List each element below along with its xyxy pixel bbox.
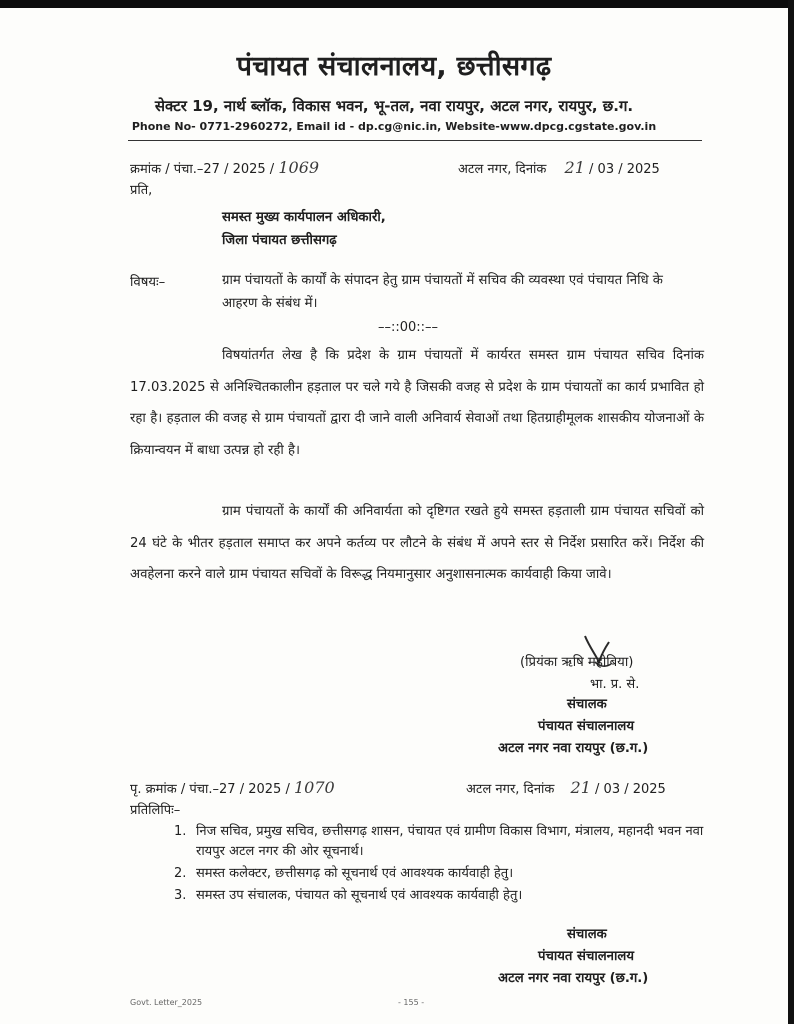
subject-separator: ––::00::–– bbox=[378, 320, 439, 335]
reference-date-label: अटल नगर, दिनांक bbox=[458, 162, 547, 177]
addressee-label: प्रति, bbox=[130, 183, 153, 198]
office-address: सेक्टर 19, नार्थ ब्लॉक, विकास भवन, भू-तल, नवा रायपुर, अटल नगर, रायपुर, छ.ग. bbox=[154, 97, 634, 115]
list-item-number: 3. bbox=[174, 888, 187, 903]
reference-day-handwritten: 21 bbox=[564, 158, 585, 177]
subject-label: विषयः– bbox=[130, 275, 166, 290]
copy-signatory-place: अटल नगर नवा रायपुर (छ.ग.) bbox=[498, 971, 649, 986]
copy-month-year: / 03 / 2025 bbox=[595, 782, 666, 797]
copy-reference-date bbox=[466, 778, 666, 797]
header-rule bbox=[128, 140, 702, 141]
body-paragraph-2: ग्राम पंचायतों के कार्यों की अनिवार्यता को दृष्टिगत रखते हुये समस्त हड़ताली ग्राम पंचायत सचिवों को 24 घंटे के भीतर हड़ताल समाप्त कर अपने कर्तव्य पर लौटने के संबंध में अपने स्तर से निर्देश प्रसारित करें। निर्देश की अवहेलना करने वाले ग्राम पंचायत सचिवों के विरूद्ध नियमानुसार अनुशासनात्मक कार्यवाही किया जावे। bbox=[130, 504, 704, 582]
copy-reference-label: पृ. क्रमांक / पंचा.–27 / 2025 / bbox=[130, 782, 290, 797]
reference-date bbox=[458, 158, 660, 177]
body-paragraph-1: विषयांतर्गत लेख है कि प्रदेश के ग्राम पंचायतों में कार्यरत समस्त ग्राम पंचायत सचिव दिनांक 17.03.2025 से अनिश्चितकालीन हड़ताल पर चले गये है जिसकी वजह से प्रदेश के ग्राम पंचायतों का कार्य प्रभावित हो रहा है। हड़ताल की वजह से ग्राम पंचायतों द्वारा दी जाने वाली अनिवार्य सेवाओं तथा हितग्राहीमूलक शासकीय योजनाओं के क्रियान्वयन में बाधा उत्पन्न हो रही है। bbox=[130, 348, 704, 458]
signatory-office: पंचायत संचालनालय bbox=[538, 719, 635, 734]
addressee-line-1: समस्त मुख्य कार्यपालन अधिकारी, bbox=[222, 210, 386, 225]
copy-reference-line bbox=[130, 778, 335, 797]
copy-to-label: प्रतिलिपिः– bbox=[130, 803, 181, 818]
list-item-text: समस्त कलेक्टर, छत्तीसगढ़ को सूचनार्थ एवं आवश्यक कार्यवाही हेतु। bbox=[196, 866, 514, 881]
copy-signatory-designation: संचालक bbox=[567, 927, 607, 942]
signatory-place: अटल नगर नवा रायपुर (छ.ग.) bbox=[498, 741, 649, 756]
list-item-number: 1. bbox=[174, 824, 187, 839]
reference-line bbox=[130, 158, 319, 177]
signatory-service: भा. प्र. से. bbox=[590, 677, 640, 692]
list-item bbox=[174, 886, 714, 906]
copy-to-list bbox=[174, 822, 714, 908]
reference-number-handwritten: 1069 bbox=[278, 158, 320, 177]
screen-top-border bbox=[0, 0, 794, 8]
copy-day-handwritten: 21 bbox=[570, 778, 591, 797]
addressee-line-2: जिला पंचायत छत्तीसगढ़ bbox=[222, 233, 337, 248]
reference-number-label: क्रमांक / पंचा.–27 / 2025 / bbox=[130, 162, 275, 177]
signatory-designation: संचालक bbox=[567, 697, 607, 712]
signatory-name: (प्रियंका ऋषि महोबिया) bbox=[520, 655, 634, 670]
copy-signatory-office: पंचायत संचालनालय bbox=[538, 949, 635, 964]
reference-month-year: / 03 / 2025 bbox=[589, 162, 660, 177]
copy-date-label: अटल नगर, दिनांक bbox=[466, 782, 555, 797]
subject-text: ग्राम पंचायतों के कार्यों के संपादन हेतु ग्राम पंचायतों में सचिव की व्यवस्था एवं पंचायत निधि के आहरण के संबंध में। bbox=[222, 273, 663, 311]
list-item-text: समस्त उप संचालक, पंचायत को सूचनार्थ एवं आवश्यक कार्यवाही हेतु। bbox=[196, 888, 523, 903]
list-item bbox=[174, 822, 714, 862]
list-item-number: 2. bbox=[174, 866, 187, 881]
list-item-text: निज सचिव, प्रमुख सचिव, छत्तीसगढ़ शासन, पंचायत एवं ग्रामीण विकास विभाग, मंत्रालय, महानदी भवन नवा रायपुर अटल नगर की ओर सूचनार्थ। bbox=[196, 824, 704, 859]
screen-right-border bbox=[788, 0, 794, 1024]
office-contact: Phone No- 0771-2960272, Email id - dp.cg@nic.in, Website-www.dpcg.cgstate.gov.in bbox=[131, 120, 657, 133]
list-item bbox=[174, 864, 714, 884]
copy-reference-number-handwritten: 1070 bbox=[293, 778, 335, 797]
office-title: पंचायत संचालनालय, छत्तीसगढ़ bbox=[236, 51, 552, 82]
footer-page-number: - 155 - bbox=[398, 998, 425, 1007]
footer-doc-label: Govt. Letter_2025 bbox=[130, 998, 203, 1007]
